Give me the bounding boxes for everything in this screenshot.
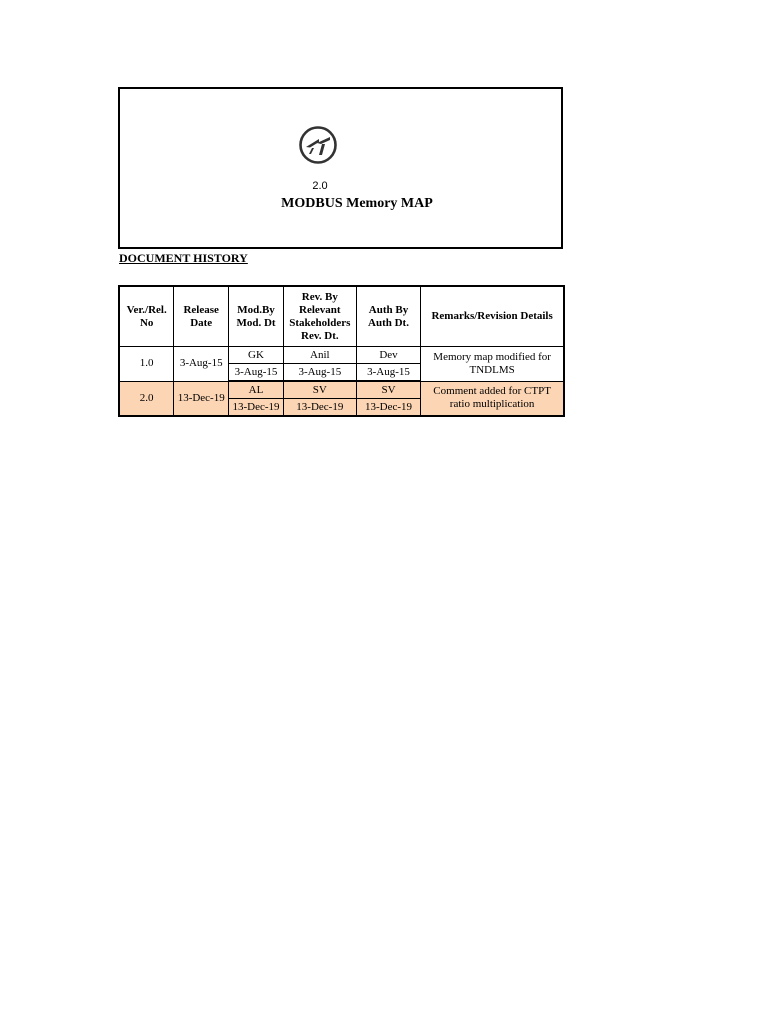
rev-by-cell: SV	[283, 381, 356, 399]
auth-by-cell: SV	[356, 381, 420, 399]
lt-logo-icon	[298, 125, 338, 165]
title-box	[118, 87, 563, 249]
document-history-table	[118, 285, 565, 417]
mod-by-cell: GK	[229, 347, 284, 364]
release-date-cell: 13-Dec-19	[174, 381, 229, 416]
document-history-heading: DOCUMENT HISTORY	[119, 251, 248, 265]
column-header: Auth By Auth Dt.	[356, 286, 420, 347]
remarks-cell: Comment added for CTPT ratio multiplication	[421, 381, 564, 416]
rev-date-cell: 13-Dec-19	[283, 399, 356, 417]
table-header-row	[119, 286, 564, 347]
column-header: Release Date	[174, 286, 229, 347]
document-title: MODBUS Memory MAP	[281, 196, 433, 211]
table-row	[119, 381, 564, 399]
auth-date-cell: 3-Aug-15	[356, 364, 420, 382]
auth-by-cell: Dev	[356, 347, 420, 364]
document-version: 2.0	[312, 180, 328, 192]
remarks-cell: Memory map modified for TNDLMS	[421, 347, 564, 382]
table-row	[119, 347, 564, 364]
mod-by-cell: AL	[229, 381, 284, 399]
column-header: Remarks/Revision Details	[421, 286, 564, 347]
release-date-cell: 3-Aug-15	[174, 347, 229, 382]
rev-by-cell: Anil	[283, 347, 356, 364]
rev-date-cell: 3-Aug-15	[283, 364, 356, 382]
auth-date-cell: 13-Dec-19	[356, 399, 420, 417]
mod-date-cell: 3-Aug-15	[229, 364, 284, 382]
mod-date-cell: 13-Dec-19	[229, 399, 284, 417]
column-header: Rev. By Relevant Stakeholders Rev. Dt.	[283, 286, 356, 347]
version-cell: 2.0	[119, 381, 174, 416]
column-header: Ver./Rel. No	[119, 286, 174, 347]
column-header: Mod.By Mod. Dt	[229, 286, 284, 347]
version-cell: 1.0	[119, 347, 174, 382]
